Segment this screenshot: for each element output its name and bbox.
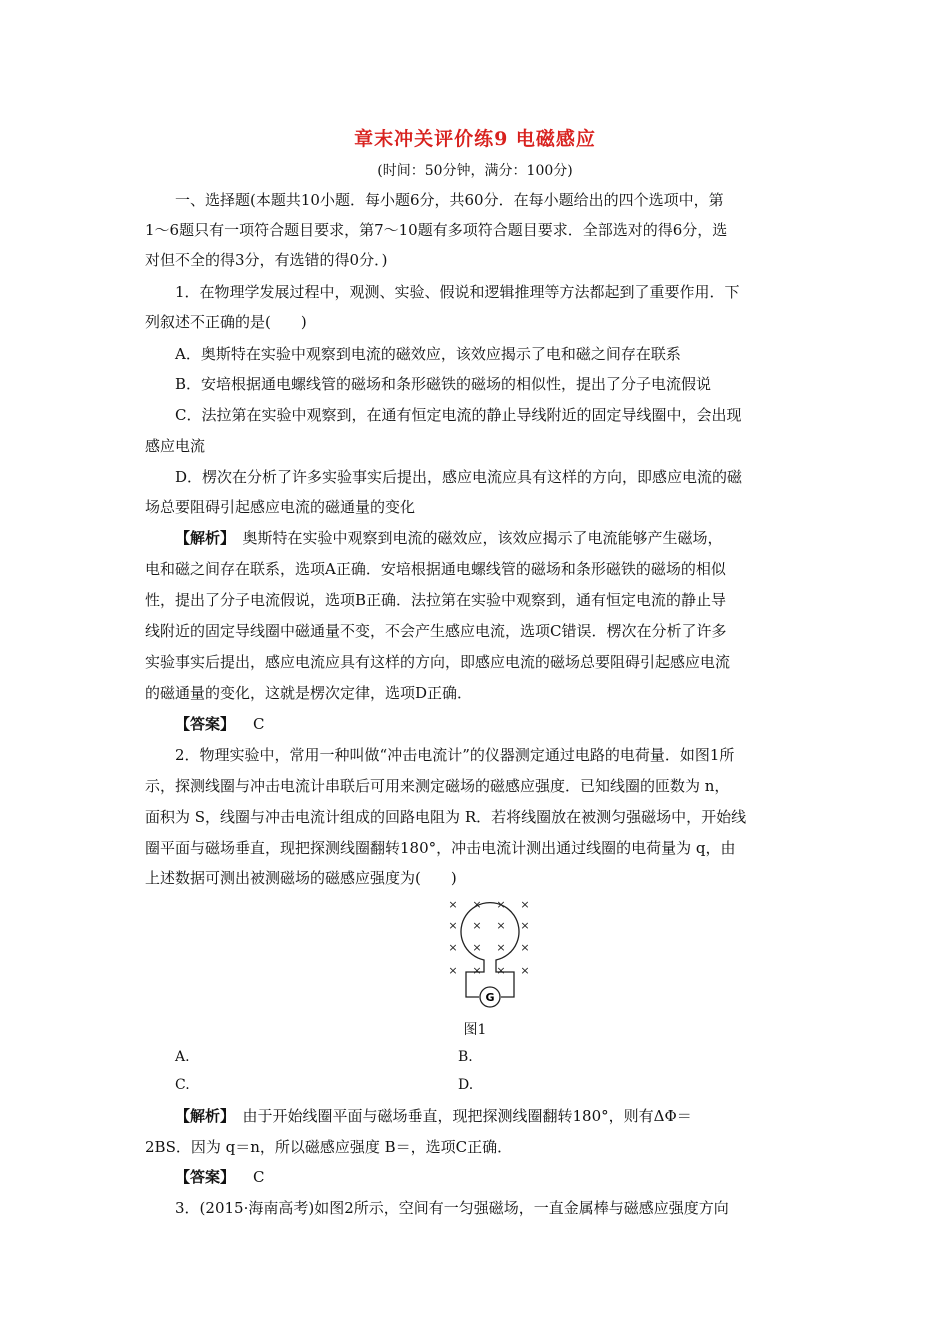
svg-text:×: × xyxy=(448,898,458,911)
question-2-stem: 面积为 S，线圈与冲击电流计组成的回路电阻为 R．若将线圈放在被测匀强磁场中，开始线 xyxy=(145,808,747,826)
question-3-stem: 3．(2015·海南高考)如图2所示，空间有一匀强磁场，一直金属棒与磁感应强度方向 xyxy=(175,1199,729,1217)
figure-1-coil-diagram xyxy=(440,892,540,1012)
q2-analysis-line: 2BS．因为 q＝n，所以磁感应强度 B＝，选项C正确． xyxy=(145,1138,513,1156)
analysis-text: 由于开始线圈平面与磁场垂直，现把探测线圈翻转180°，则有ΔΦ＝ xyxy=(227,1107,692,1125)
svg-text:×: × xyxy=(520,941,530,954)
svg-text:×: × xyxy=(496,898,506,911)
question-2-stem: 圈平面与磁场垂直，现把探测线圈翻转180°，冲击电流计测出通过线圈的电荷量为 q，由 xyxy=(145,839,736,857)
svg-text:×: × xyxy=(448,919,458,932)
answer-value: C xyxy=(253,1168,265,1186)
svg-text:×: × xyxy=(520,919,530,932)
svg-text:×: × xyxy=(472,919,482,932)
svg-text:×: × xyxy=(472,964,482,977)
q1-option-c: C．法拉第在实验中观察到，在通有恒定电流的静止导线附近的固定导线圈中，会出现 xyxy=(175,406,742,424)
q1-analysis-line: 电和磁之间存在联系，选项A正确．安培根据通电螺线管的磁场和条形磁铁的磁场的相似 xyxy=(145,560,726,578)
svg-text:×: × xyxy=(472,898,482,911)
q1-analysis xyxy=(175,528,810,548)
q2-option-d: D. xyxy=(458,1077,474,1093)
analysis-label: 【解析】 xyxy=(175,1107,228,1125)
svg-text:×: × xyxy=(472,941,482,954)
section-instructions-line: 1～6题只有一项符合题目要求，第7～10题有多项符合题目要求．全部选对的得6分，选 xyxy=(145,221,728,239)
q1-option-a: A．奥斯特在实验中观察到电流的磁效应，该效应揭示了电和磁之间存在联系 xyxy=(175,345,681,363)
question-2-stem: 2．物理实验中，常用一种叫做“冲击电流计”的仪器测定通过电路的电荷量．如图1所 xyxy=(175,746,735,764)
svg-text:×: × xyxy=(520,898,530,911)
section-instructions-line: 对但不全的得3分，有选错的得0分．) xyxy=(145,251,388,269)
q1-analysis-line: 的磁通量的变化，这就是楞次定律，选项D正确． xyxy=(145,684,473,702)
galvanometer-label: G xyxy=(485,991,495,1004)
q2-option-c: C. xyxy=(175,1077,190,1093)
q1-option-d: 场总要阻碍引起感应电流的磁通量的变化 xyxy=(145,498,416,516)
section-instructions-line: 一、选择题(本题共10小题．每小题6分，共60分．在每小题给出的四个选项中，第 xyxy=(175,191,724,209)
question-2-stem: 示，探测线圈与冲击电流计串联后可用来测定磁场的磁感应强度．已知线圈的匝数为 n， xyxy=(145,777,730,795)
q1-answer xyxy=(175,714,810,734)
figure-1-caption: 图1 xyxy=(463,1022,487,1038)
q1-option-d: D．楞次在分析了许多实验事实后提出，感应电流应具有这样的方向，即感应电流的磁 xyxy=(175,468,743,486)
answer-label: 【答案】 xyxy=(175,1168,236,1186)
detection-coil xyxy=(461,903,519,970)
q1-analysis-line: 线附近的固定导线圈中磁通量不变，不会产生感应电流，选项C错误．楞次在分析了许多 xyxy=(145,622,727,640)
svg-text:×: × xyxy=(496,941,506,954)
q2-analysis xyxy=(175,1106,810,1126)
svg-text:×: × xyxy=(448,941,458,954)
q1-analysis-line: 性，提出了分子电流假说，选项B正确．法拉第在实验中观察到，通有恒定电流的静止导 xyxy=(145,591,727,609)
question-1-stem: 列叙述不正确的是( ) xyxy=(145,313,307,331)
analysis-text: 奥斯特在实验中观察到电流的磁效应，该效应揭示了电流能够产生磁场， xyxy=(227,529,723,547)
svg-text:×: × xyxy=(520,964,530,977)
magnetic-field-crosses xyxy=(448,898,529,977)
page-title: 章末冲关评价练9 电磁感应 xyxy=(354,128,596,150)
q1-option-c: 感应电流 xyxy=(145,437,206,455)
q1-analysis-line: 实验事实后提出，感应电流应具有这样的方向，即感应电流的磁场总要阻碍引起感应电流 xyxy=(145,653,731,671)
q2-option-a: A. xyxy=(175,1049,190,1065)
answer-value: C xyxy=(253,715,265,733)
q2-option-b: B. xyxy=(458,1049,473,1065)
question-2-stem: 上述数据可测出被测磁场的磁感应强度为( ) xyxy=(145,869,457,887)
q2-answer xyxy=(175,1167,810,1187)
page-subtitle: (时间：50分钟，满分：100分) xyxy=(377,163,573,179)
answer-label: 【答案】 xyxy=(175,715,236,733)
analysis-label: 【解析】 xyxy=(175,529,228,547)
svg-text:×: × xyxy=(496,964,506,977)
svg-text:×: × xyxy=(496,919,506,932)
q1-option-b: B．安培根据通电螺线管的磁场和条形磁铁的磁场的相似性，提出了分子电流假说 xyxy=(175,375,712,393)
question-1-stem: 1．在物理学发展过程中，观测、实验、假说和逻辑推理等方法都起到了重要作用．下 xyxy=(175,283,740,301)
svg-text:×: × xyxy=(448,964,458,977)
